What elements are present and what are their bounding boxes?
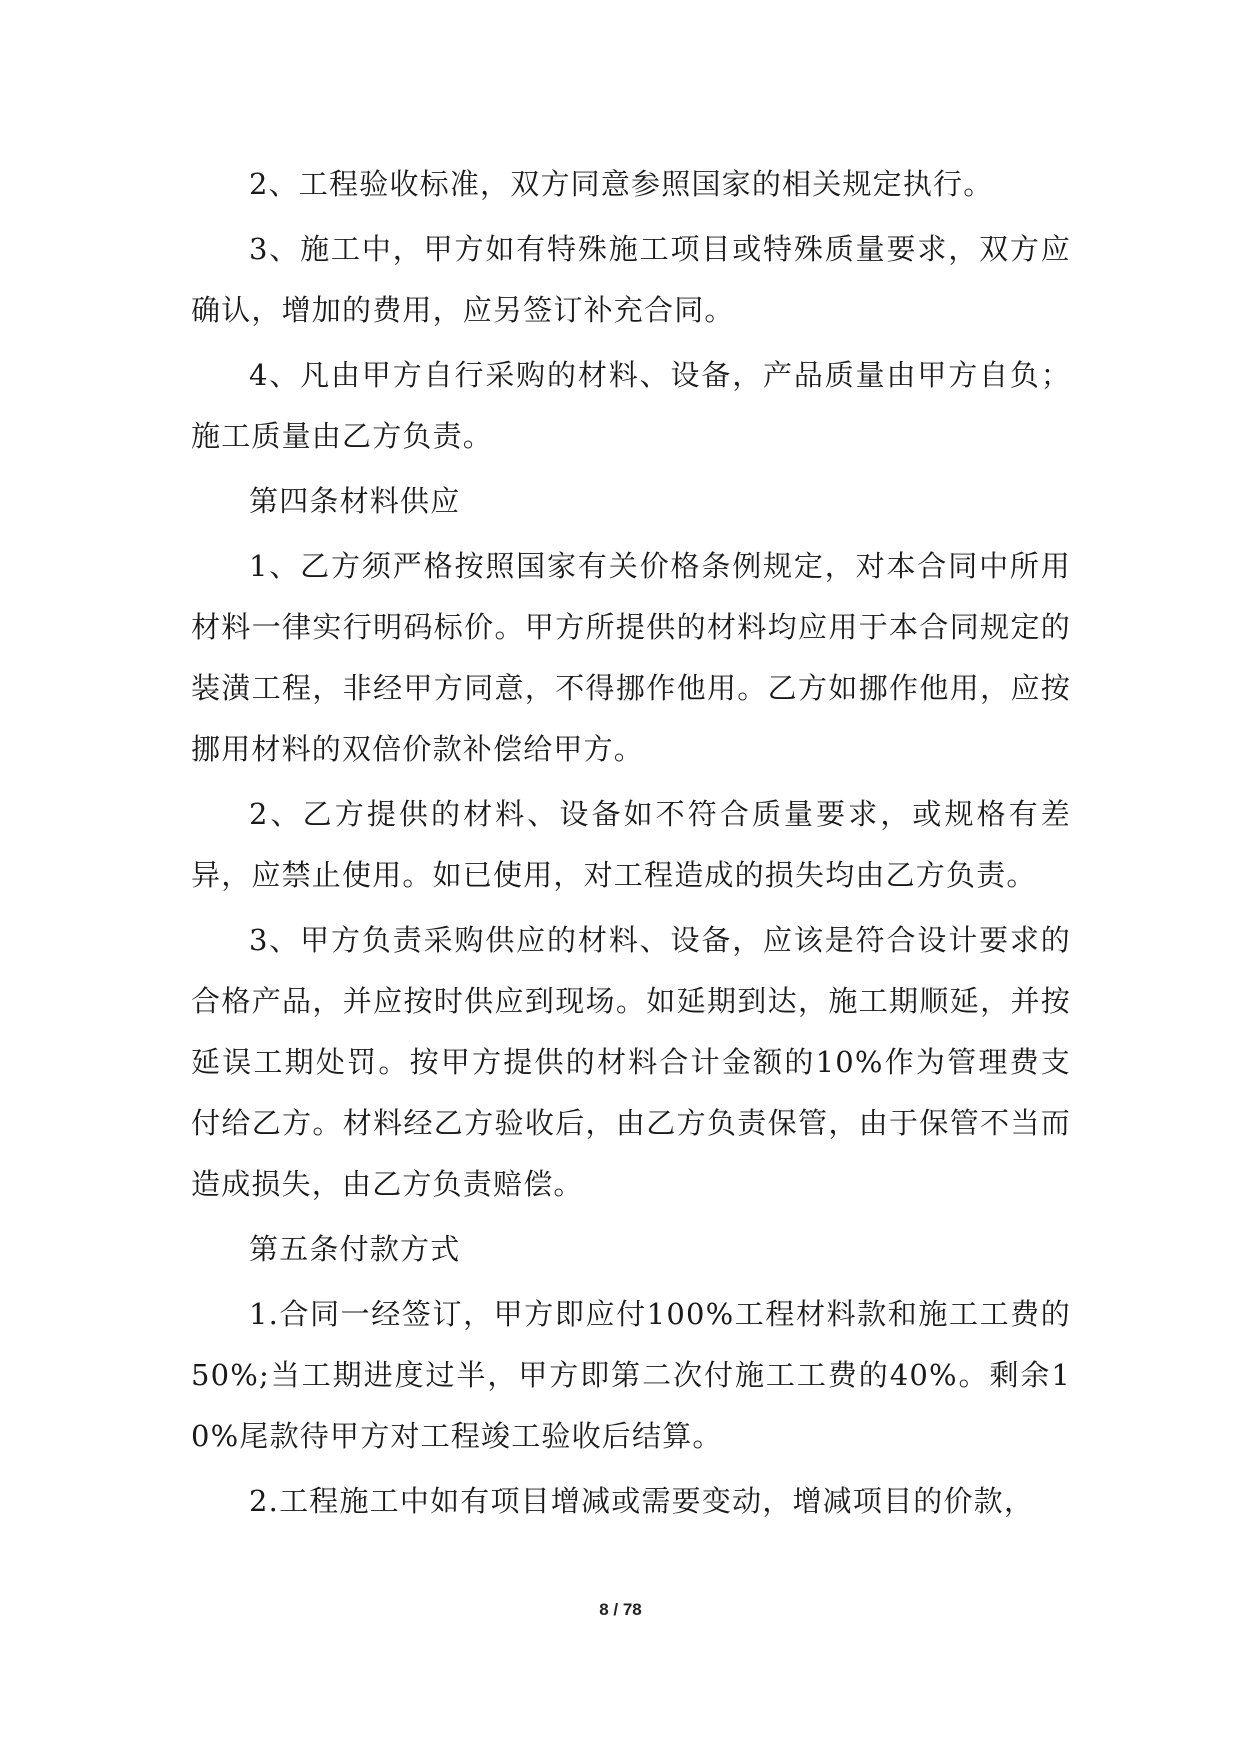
paragraph-clause-3-3: 3、施工中，甲方如有特殊施工项目或特殊质量要求，双方应确认，增加的费用，应另签订补充合同。 <box>191 232 1071 327</box>
page-number: 8 / 78 <box>599 1600 642 1619</box>
paragraph-clause-3-2: 2、工程验收标准，双方同意参照国家的相关规定执行。 <box>249 167 994 201</box>
section-heading-article-5: 第五条付款方式 <box>249 1232 461 1266</box>
section-heading-article-4: 第四条材料供应 <box>249 484 461 518</box>
paragraph-clause-5-1: 1.合同一经签订，甲方即应付100%工程材料款和施工工费的50%;当工期进度过半，甲方即第二次付施工工费的40%。剩余10%尾款待甲方对工程竣工验收后结算。 <box>191 1297 1071 1453</box>
paragraph-clause-5-2: 2.工程施工中如有项目增减或需要变动，增减项目的价款， <box>249 1484 1035 1518</box>
document-body <box>191 154 1071 1532</box>
paragraph-clause-4-3: 3、甲方负责采购供应的材料、设备，应该是符合设计要求的合格产品，并应按时供应到现场。如延期到达，施工期顺延，并按延误工期处罚。按甲方提供的材料合计金额的10%作为管理费支付给乙方。材料经乙方验收后，由乙方负责保管，由于保管不当而造成损失，由乙方负责赔偿。 <box>191 923 1071 1201</box>
paragraph-clause-4-1: 1、乙方须严格按照国家有关价格条例规定，对本合同中所用材料一律实行明码标价。甲方所提供的材料均应用于本合同规定的装潢工程，非经甲方同意，不得挪作他用。乙方如挪作他用，应按挪用材料的双倍价款补偿给甲方。 <box>191 549 1071 766</box>
paragraph-clause-3-4: 4、凡由甲方自行采购的材料、设备，产品质量由甲方自负；施工质量由乙方负责。 <box>191 358 1071 453</box>
paragraph-clause-4-2: 2、乙方提供的材料、设备如不符合质量要求，或规格有差异，应禁止使用。如已使用，对工程造成的损失均由乙方负责。 <box>191 797 1071 892</box>
